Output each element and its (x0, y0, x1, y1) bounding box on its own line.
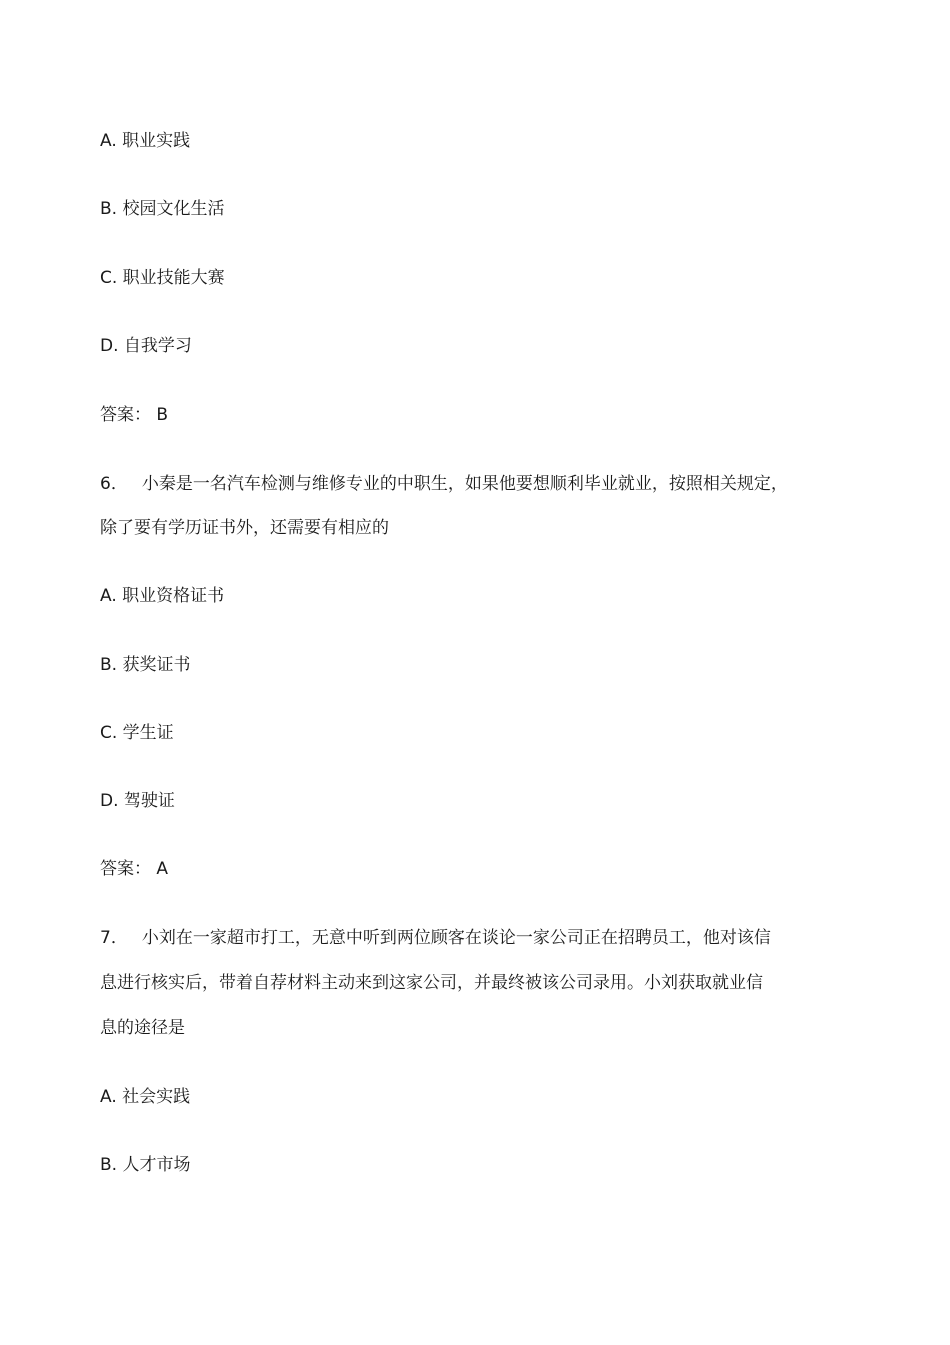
q6-option-b: B. 获奖证书 (100, 655, 191, 675)
q7-text-line-2: 息进行核实后，带着自荐材料主动来到这家公司，并最终被该公司录用。小刘获取就业信 (100, 973, 763, 993)
q5-option-c: C. 职业技能大赛 (100, 268, 225, 288)
q6-option-a: A. 职业资格证书 (100, 586, 225, 606)
q5-answer: 答案： B (100, 405, 169, 425)
q6-text-line-1: 小秦是一名汽车检测与维修专业的中职生，如果他要想顺利毕业就业，按照相关规定， (141, 474, 788, 494)
q6-answer: 答案： A (100, 859, 169, 879)
q7-number: 7． (100, 928, 128, 948)
q5-option-b: B. 校园文化生活 (100, 199, 225, 219)
q6-text-line-2: 除了要有学历证书外，还需要有相应的 (100, 518, 389, 538)
q6-option-d: D. 驾驶证 (100, 791, 175, 811)
q6-stem-line-1 (100, 472, 788, 496)
q5-option-a: A. 职业实践 (100, 131, 191, 151)
q6-option-c: C. 学生证 (100, 723, 174, 743)
q7-stem-line-1 (100, 926, 771, 950)
q7-option-b: B. 人才市场 (100, 1155, 191, 1175)
q7-option-a: A. 社会实践 (100, 1087, 191, 1107)
q5-option-d: D. 自我学习 (100, 336, 192, 356)
q7-text-line-3: 息的途径是 (100, 1018, 185, 1038)
q6-number: 6． (100, 474, 128, 494)
q7-text-line-1: 小刘在一家超市打工，无意中听到两位顾客在谈论一家公司正在招聘员工，他对该信 (141, 928, 771, 948)
